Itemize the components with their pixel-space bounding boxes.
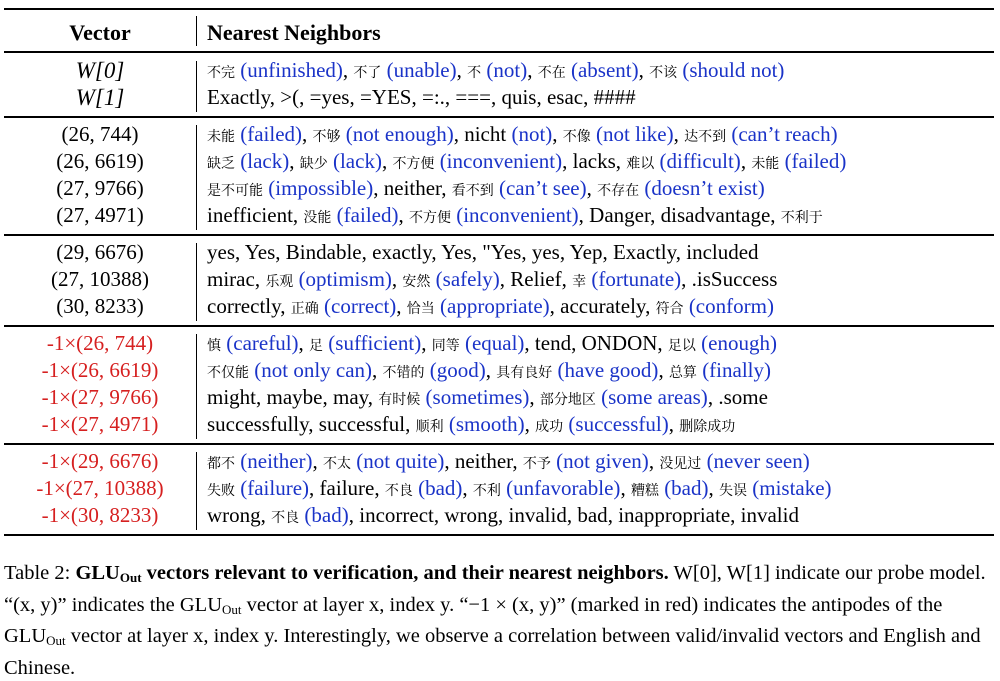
table-row [4,57,994,84]
neighbor-token: wrong [444,503,499,527]
vector-cell: -1×(27, 4971) [41,412,159,436]
neighbor-token: 正确 [290,301,319,317]
table-row [4,84,994,111]
caption-title: $GLU_{Out}$ vectors relevant to verification, and their nearest neighbors. [75,562,669,585]
neighbor-translation: (finally) [702,358,771,382]
header-vector: Vector [69,20,131,45]
neighbor-translation: (some areas) [601,385,708,409]
group-divider [196,61,197,112]
table-row [4,121,994,148]
neighbor-translation: (should not) [682,58,785,82]
neighbor-token: quis [501,85,537,109]
neighbor-token: 不良 [271,510,300,526]
neighbor-token: .isSuccess [691,267,778,291]
neighbor-token: neither [454,449,513,473]
neighbor-token: 不仅能 [207,365,249,381]
neighbors-cell: 不仅能 (not only can), 不错的 (good), 具有良好 (have good), 总算 (finally) [207,358,771,382]
neighbor-token: 不了 [353,65,382,81]
neighbor-token: 顺利 [415,419,444,435]
neighbor-token: Yep [569,240,603,264]
group-rule [4,234,994,236]
neighbor-translation: (failed) [336,203,399,227]
neighbor-token: inefficient [207,203,293,227]
neighbor-token: =yes [309,85,350,109]
group-divider [196,452,197,530]
vector-cell: (27, 4971) [56,203,144,227]
neighbor-token: failure [319,476,375,500]
neighbor-translation: (careful) [226,331,299,355]
neighbor-translation: (failed) [240,122,303,146]
neighbor-token: === [455,85,491,109]
vector-cell: W[1] [75,85,125,110]
neighbor-token: 缺少 [299,156,328,172]
neighbor-token: correctly [207,294,281,318]
neighbor-translation: (enough) [701,331,777,355]
neighbor-token: 糟糕 [630,483,659,499]
neighbor-token: Danger [589,203,651,227]
group-rule [4,443,994,445]
neighbor-translation: (correct) [324,294,397,318]
neighbor-token: 足以 [667,338,696,354]
neighbor-token: 是不可能 [207,183,263,199]
neighbor-token: 不错的 [382,365,425,381]
neighbor-translation: (sometimes) [425,385,530,409]
bottom-rule [4,534,994,536]
neighbor-token: Yes [441,240,472,264]
neighbor-token: 慎 [207,338,221,354]
neighbor-translation: (smooth) [448,412,525,436]
top-rule [4,8,994,10]
neighbor-translation: (sufficient) [328,331,422,355]
neighbor-translation: (failed) [784,149,847,173]
neighbor-token: .some [718,385,768,409]
neighbors-cell: might, maybe, may, 有时候 (sometimes), 部分地区 (some areas), .some [207,385,768,409]
neighbor-translation: (not only can) [254,358,373,382]
neighbor-token: >( [280,85,300,109]
neighbor-token: "Yes [482,240,522,264]
neighbors-cell: Exactly, >(, =yes, =YES, =:., ===, quis, esac, #### [207,85,636,109]
neighbor-token: 缺乏 [207,156,235,172]
neighbors-cell: inefficient, 没能 (failed), 不方便 (inconvenient), Danger, disadvantage, 不利于 [207,203,823,227]
neighbor-token: incorrect [359,503,434,527]
neighbor-translation: (inconvenient) [456,203,579,227]
neighbor-token: 没见过 [659,456,702,472]
neighbors-cell: 失败 (failure), failure, 不良 (bad), 不利 (unfavorable), 糟糕 (bad), 失误 (mistake) [207,476,832,500]
group-divider [196,125,197,230]
neighbor-token: tend [534,331,572,355]
neighbor-translation: (not like) [596,122,674,146]
neighbor-token: invalid [740,503,799,527]
vector-cell: (30, 8233) [56,294,144,318]
table-row [4,266,994,293]
group-divider [196,334,197,439]
vector-cell: -1×(26, 744) [46,331,154,355]
neighbor-token: Relief [510,267,562,291]
vector-cell: (27, 9766) [56,176,144,200]
table-row [4,448,994,475]
neighbors-cell: wrong, 不良 (bad), incorrect, wrong, invalid, bad, inappropriate, invalid [207,503,799,527]
caption-label: Table 2: [4,562,71,584]
neighbor-token: lacks [572,149,616,173]
group-rule [4,325,994,327]
neighbor-translation: (bad) [664,476,709,500]
neighbor-token: 不够 [312,129,341,145]
neighbor-token: 未能 [207,129,235,145]
neighbor-translation: (bad) [304,503,349,527]
neighbor-translation: (bad) [418,476,463,500]
neighbor-token: 安然 [402,274,431,290]
header-rule [4,51,994,53]
neighbors-cell: 未能 (failed), 不够 (not enough), nicht (not), 不像 (not like), 达不到 (can’t reach) [207,122,838,146]
neighbor-translation: (fortunate) [591,267,682,291]
neighbor-token: 不良 [384,483,413,499]
neighbor-token: 不 [467,65,482,81]
neighbor-translation: (can’t see) [498,176,587,200]
neighbor-token: 总算 [668,365,697,381]
vector-cell: (27, 10388) [51,267,149,291]
neighbor-token: 不该 [649,65,678,81]
neighbor-token: 失败 [207,483,235,499]
neighbor-translation: (successful) [568,412,669,436]
neighbor-token: Yes [244,240,276,264]
neighbor-token: included [686,240,759,264]
vector-cell: -1×(26, 6619) [41,358,159,382]
neighbor-translation: (appropriate) [440,294,550,318]
neighbor-token: 不予 [522,456,551,472]
table-caption [4,560,994,681]
header-divider [196,16,197,46]
table-row [4,330,994,357]
neighbor-token: 达不到 [684,129,727,145]
vector-cell: -1×(30, 8233) [41,503,159,527]
neighbor-token: =YES [359,85,412,109]
neighbor-token: 足 [309,338,324,354]
neighbors-cell: successfully, successful, 顺利 (smooth), 成功 (successful), 删除成功 [207,412,736,436]
neighbor-token: 失误 [719,483,747,499]
table-row [4,148,994,175]
neighbors-cell: 不完 (unfinished), 不了 (unable), 不 (not), 不在 (absent), 不该 (should not) [207,58,785,82]
vector-cell: W[0] [75,58,125,83]
neighbors-cell: mirac, 乐观 (optimism), 安然 (safely), Relief, 幸 (fortunate), .isSuccess [207,267,778,291]
table-row [4,502,994,529]
vector-cell: -1×(29, 6676) [41,449,159,473]
table-row [4,175,994,202]
neighbor-token: neither [383,176,442,200]
neighbor-translation: (can’t reach) [731,122,838,146]
vector-cell: -1×(27, 10388) [36,476,164,500]
table-row [4,384,994,411]
neighbor-translation: (mistake) [752,476,832,500]
neighbor-token: yes [207,240,235,264]
neighbor-token: exactly [372,240,432,264]
table-row [4,475,994,502]
neighbor-token: Bindable [285,240,362,264]
neighbors-cell: 缺乏 (lack), 缺少 (lack), 不方便 (inconvenient), lacks, 难以 (difficult), 未能 (failed) [207,149,847,173]
neighbor-translation: (impossible) [268,176,374,200]
table-row [4,202,994,229]
neighbor-translation: (optimism) [298,267,392,291]
neighbor-token: =:. [421,85,445,109]
neighbor-token: 都不 [207,456,235,472]
neighbor-translation: (doesn’t exist) [644,176,765,200]
neighbor-translation: (not given) [556,449,649,473]
vector-cell: (26, 6619) [56,149,144,173]
group-rule [4,116,994,118]
neighbor-token: 未能 [751,156,780,172]
neighbor-token: 不完 [207,65,235,81]
neighbor-token: 不在 [537,65,566,81]
neighbor-translation: (never seen) [706,449,810,473]
neighbor-token: Exactly [207,85,270,109]
neighbor-translation: (not quite) [356,449,445,473]
neighbor-token: accurately [560,294,646,318]
neighbor-translation: (neither) [240,449,313,473]
neighbor-translation: (lack) [332,149,382,173]
neighbor-token: 不利 [472,483,501,499]
table-row [4,239,994,266]
vector-cell: -1×(27, 9766) [41,385,159,409]
neighbor-translation: (equal) [464,331,525,355]
neighbor-token: 乐观 [265,274,294,290]
table-row [4,357,994,384]
neighbor-token: 具有良好 [496,365,553,381]
neighbor-token: 有时候 [378,392,421,408]
neighbor-token: 不存在 [597,183,640,199]
neighbor-translation: (conform) [688,294,774,318]
group-divider [196,243,197,321]
neighbor-token: 不太 [323,456,352,472]
neighbor-translation: (inconvenient) [439,149,563,173]
neighbor-token: successful [318,412,406,436]
neighbor-token: 删除成功 [679,419,736,435]
header-neighbors: Nearest Neighbors [207,20,381,45]
neighbor-token: inappropriate [618,503,731,527]
neighbor-translation: (good) [429,358,486,382]
neighbors-cell: 都不 (neither), 不太 (not quite), neither, 不予 (not given), 没见过 (never seen) [207,449,810,473]
neighbor-token: Exactly [612,240,676,264]
neighbors-cell: yes, Yes, Bindable, exactly, Yes, "Yes, yes, Yep, Exactly, included [207,240,759,264]
neighbor-translation: (unfinished) [240,58,343,82]
neighbor-token: 同等 [431,338,460,354]
neighbor-translation: (safely) [435,267,500,291]
neighbor-translation: (not enough) [345,122,454,146]
neighbor-token: 不方便 [408,210,451,226]
neighbor-translation: (not) [511,122,553,146]
neighbors-cell: 慎 (careful), 足 (sufficient), 同等 (equal), tend, ONDON, 足以 (enough) [207,331,777,355]
neighbor-translation: (not) [486,58,528,82]
neighbor-token: 不利于 [780,210,823,226]
neighbor-token: may [333,385,368,409]
neighbor-translation: (failure) [240,476,310,500]
neighbor-token: wrong [207,503,261,527]
neighbor-token: maybe [266,385,323,409]
neighbor-token: #### [593,85,636,109]
neighbor-token: 不像 [562,129,591,145]
table-row [4,411,994,438]
neighbor-translation: (difficult) [659,149,741,173]
neighbor-token: nicht [464,122,507,146]
neighbor-token: successfully [207,412,309,436]
neighbor-token: 难以 [626,156,655,172]
neighbor-token: 恰当 [406,301,435,317]
vector-cell: (29, 6676) [56,240,144,264]
neighbor-token: disadvantage [660,203,771,227]
neighbor-token: bad [577,503,608,527]
neighbor-token: 没能 [303,210,332,226]
neighbor-token: ONDON [581,331,658,355]
neighbor-translation: (unable) [386,58,457,82]
vector-cell: (26, 744) [61,122,139,146]
neighbor-translation: (have good) [557,358,659,382]
neighbor-token: invalid [508,503,567,527]
neighbor-token: 不方便 [392,156,435,172]
neighbor-token: 看不到 [451,183,494,199]
neighbor-token: 成功 [535,419,564,435]
neighbor-translation: (unfavorable) [506,476,621,500]
neighbors-cell: 是不可能 (impossible), neither, 看不到 (can’t see), 不存在 (doesn’t exist) [207,176,765,200]
neighbor-token: 幸 [572,274,587,290]
table-row [4,293,994,320]
neighbor-translation: (lack) [240,149,290,173]
neighbor-token: yes [531,240,560,264]
neighbors-cell: correctly, 正确 (correct), 恰当 (appropriate), accurately, 符合 (conform) [207,294,774,318]
neighbor-token: 部分地区 [539,392,596,408]
neighbor-token: mirac [207,267,255,291]
neighbor-translation: (absent) [570,58,639,82]
neighbor-token: esac [546,85,584,109]
neighbor-token: might [207,385,257,409]
neighbor-token: 符合 [655,301,684,317]
caption-body: W[0], W[1] indicate our probe model. “(x, y)” indicates the $GLU_{Out}$ vector at layer x, index y. “−1 × (x, y)” (marked in red) indicates the antipodes of the $GLU_{Out}$ vector at layer x, index y. Interestingly, we observe a correlation between valid/invalid vectors and English and Chinese. [4,562,986,679]
